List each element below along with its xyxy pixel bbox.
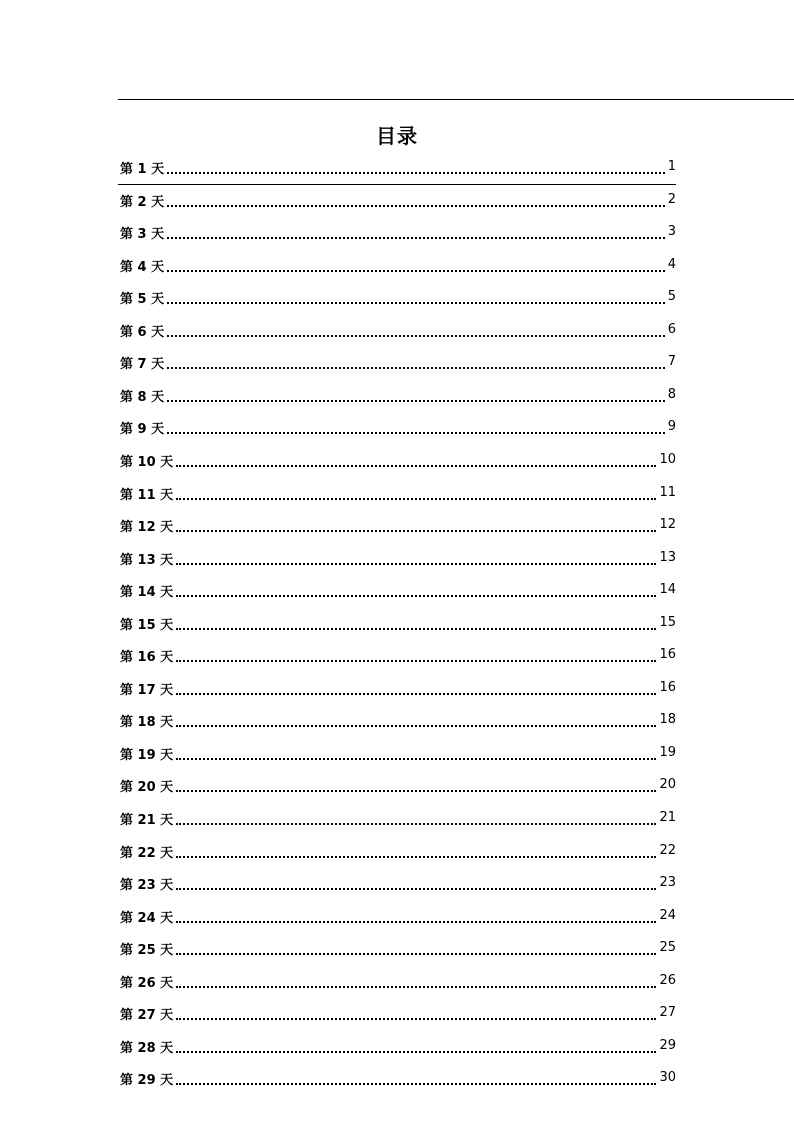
toc-entry[interactable] <box>118 744 676 764</box>
toc-entry-page-number: 21 <box>659 810 676 825</box>
toc-entry-page-number: 10 <box>659 451 676 467</box>
dot-leader <box>176 758 656 760</box>
toc-entry[interactable] <box>118 223 676 243</box>
toc-entry[interactable] <box>118 581 676 601</box>
dot-leader <box>176 628 656 630</box>
toc-entry[interactable] <box>118 484 676 504</box>
toc-entry[interactable] <box>118 1037 676 1057</box>
toc-entry-page-number: 2 <box>667 191 676 207</box>
toc-entry[interactable] <box>118 353 676 373</box>
dot-leader <box>167 237 665 239</box>
toc-entry[interactable] <box>118 549 676 569</box>
toc-entry-page-number: 14 <box>659 582 676 598</box>
dot-leader <box>167 400 665 402</box>
dot-leader <box>176 888 656 890</box>
dot-leader <box>176 953 656 955</box>
toc-entry-label: 第 8 天 <box>120 389 165 405</box>
toc-entry-page-number: 20 <box>659 777 676 793</box>
toc-entry-label: 第 20 天 <box>120 780 174 796</box>
header-rule <box>118 99 794 100</box>
dot-leader <box>176 986 656 988</box>
dot-leader <box>167 302 665 304</box>
toc-entry-label: 第 1 天 <box>120 162 165 177</box>
dot-leader <box>176 563 656 565</box>
toc-entry-label: 第 27 天 <box>120 1008 174 1024</box>
toc-entry-page-number: 16 <box>659 647 676 663</box>
toc-entry-page-number: 3 <box>667 224 676 240</box>
entry-underline <box>118 184 676 185</box>
toc-entry-label: 第 16 天 <box>120 650 174 666</box>
dot-leader <box>176 1018 656 1020</box>
dot-leader <box>176 530 656 532</box>
toc-entry-label: 第 17 天 <box>120 682 174 698</box>
toc-entry-label: 第 10 天 <box>120 454 174 470</box>
toc-entry[interactable] <box>118 418 676 438</box>
toc-entry[interactable] <box>118 679 676 699</box>
dot-leader <box>176 1051 656 1053</box>
dot-leader <box>176 856 656 858</box>
dot-leader <box>176 595 656 597</box>
dot-leader <box>167 335 665 337</box>
toc-entry[interactable] <box>118 451 676 471</box>
dot-leader <box>176 465 656 467</box>
page-title: 目录 <box>376 124 418 148</box>
toc-entry[interactable] <box>118 939 676 959</box>
toc-entry-label: 第 25 天 <box>120 943 174 959</box>
dot-leader <box>176 660 656 662</box>
dot-leader <box>176 498 656 500</box>
toc-entry-page-number: 30 <box>659 1070 676 1086</box>
dot-leader <box>167 432 665 434</box>
toc-entry[interactable] <box>118 842 676 862</box>
toc-entry-label: 第 24 天 <box>120 910 174 926</box>
toc-entry-label: 第 2 天 <box>120 194 165 210</box>
toc-entry[interactable] <box>118 1069 676 1089</box>
toc-entry-page-number: 26 <box>659 972 676 988</box>
dot-leader <box>167 270 665 272</box>
toc-entry-page-number: 23 <box>659 875 676 891</box>
toc-entry-page-number: 5 <box>667 289 676 305</box>
dot-leader <box>176 725 656 727</box>
toc-entry-label: 第 3 天 <box>120 227 165 243</box>
dot-leader <box>176 823 656 825</box>
toc-entry[interactable] <box>118 614 676 634</box>
toc-entry-page-number: 13 <box>659 549 676 565</box>
toc-entry-page-number: 16 <box>659 679 676 695</box>
toc-entry-page-number: 29 <box>659 1037 676 1053</box>
toc-entry-page-number: 7 <box>667 354 676 370</box>
toc-entry-page-number: 11 <box>659 484 676 500</box>
toc-entry-label: 第 12 天 <box>120 520 174 535</box>
toc-entry-page-number: 24 <box>659 907 676 923</box>
toc-entry[interactable] <box>118 972 676 992</box>
toc-entry[interactable] <box>118 158 676 178</box>
toc-entry[interactable] <box>118 907 676 927</box>
toc-entry-label: 第 18 天 <box>120 715 174 731</box>
toc-entry[interactable] <box>118 386 676 406</box>
toc-entry[interactable] <box>118 646 676 666</box>
toc-entry-page-number: 27 <box>659 1005 676 1021</box>
toc-entry-label: 第 29 天 <box>120 1073 174 1089</box>
dot-leader <box>176 1083 656 1085</box>
dot-leader <box>167 172 665 174</box>
toc-entry-page-number: 1 <box>667 159 676 174</box>
toc-entry-page-number: 4 <box>667 256 676 272</box>
toc-entry-label: 第 5 天 <box>120 292 165 308</box>
toc-entry[interactable] <box>118 874 676 894</box>
toc-entry-label: 第 15 天 <box>120 617 174 633</box>
dot-leader <box>176 921 656 923</box>
toc-entry-page-number: 12 <box>659 517 676 532</box>
toc-entry[interactable] <box>118 288 676 308</box>
toc-entry-label: 第 11 天 <box>120 487 174 503</box>
toc-entry[interactable] <box>118 809 676 829</box>
toc-entry-page-number: 18 <box>659 712 676 728</box>
toc-entry[interactable] <box>118 711 676 731</box>
toc-entry-label: 第 21 天 <box>120 813 174 828</box>
toc-entry[interactable] <box>118 321 676 341</box>
toc-entry-label: 第 28 天 <box>120 1040 174 1056</box>
toc-entry-label: 第 6 天 <box>120 324 165 340</box>
toc-entry-label: 第 9 天 <box>120 422 165 438</box>
toc-entry[interactable] <box>118 516 676 536</box>
toc-entry-label: 第 23 天 <box>120 878 174 894</box>
toc-entry[interactable] <box>118 1004 676 1024</box>
toc-entry-page-number: 22 <box>659 842 676 858</box>
dot-leader <box>167 367 665 369</box>
dot-leader <box>176 693 656 695</box>
toc-entry-page-number: 19 <box>659 744 676 760</box>
toc-entry-label: 第 7 天 <box>120 357 165 373</box>
toc-entry[interactable] <box>118 776 676 796</box>
toc-entry-page-number: 8 <box>667 386 676 402</box>
toc-entry-page-number: 6 <box>667 321 676 337</box>
toc-entry-label: 第 13 天 <box>120 552 174 568</box>
toc-entry-page-number: 15 <box>659 614 676 630</box>
toc-entry-label: 第 19 天 <box>120 747 174 763</box>
toc-entry-page-number: 25 <box>659 940 676 956</box>
toc-entry-label: 第 22 天 <box>120 845 174 861</box>
toc-entry-page-number: 9 <box>667 419 676 435</box>
dot-leader <box>176 790 656 792</box>
toc-entry[interactable] <box>118 191 676 211</box>
toc-entry[interactable] <box>118 256 676 276</box>
toc-entry-label: 第 14 天 <box>120 585 174 601</box>
dot-leader <box>167 205 665 207</box>
toc-entry-label: 第 4 天 <box>120 259 165 275</box>
toc-entry-label: 第 26 天 <box>120 975 174 991</box>
